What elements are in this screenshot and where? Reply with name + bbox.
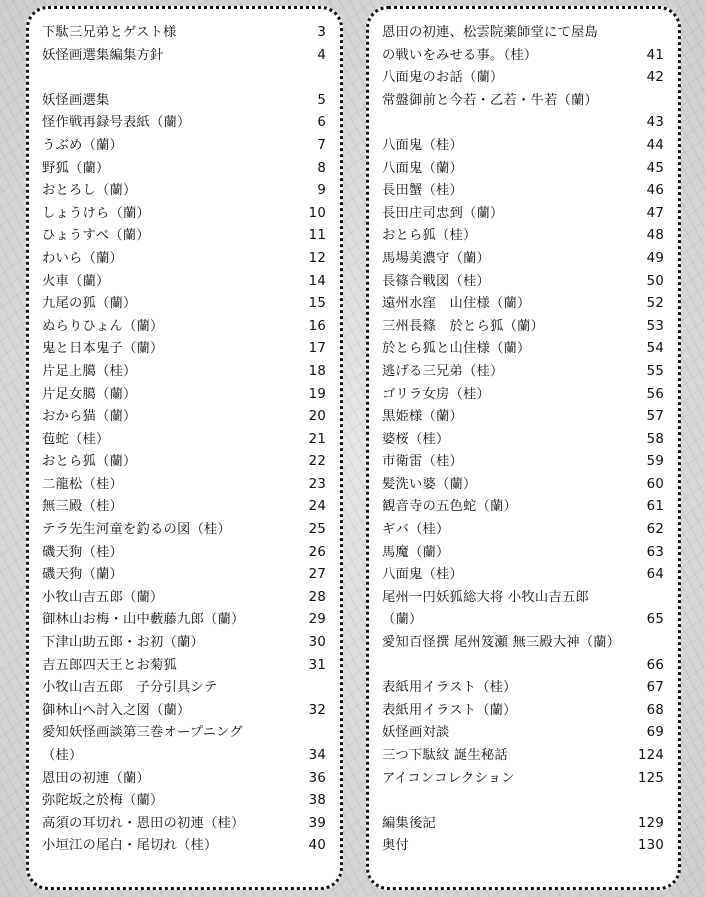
toc-entry-title: 八面鬼（桂） xyxy=(382,137,463,153)
toc-entry-title: 愛知妖怪画談第三巻オープニング xyxy=(42,725,243,741)
toc-entry-title: 尾州一円妖狐総大将 小牧山吉五郎 xyxy=(382,589,589,605)
toc-entry-title: 下津山助五郎・お初（蘭） xyxy=(42,635,204,651)
toc-entry-title: 市衛雷（桂） xyxy=(382,454,463,470)
toc-entry-title: わいら（蘭） xyxy=(42,250,123,266)
toc-entry xyxy=(382,180,664,203)
toc-entry xyxy=(42,135,326,158)
toc-entry xyxy=(42,429,326,452)
toc-entry xyxy=(42,474,326,497)
toc-entry-page: 68 xyxy=(646,702,664,718)
toc-entry-title: 怪作戦再録号表紙（蘭） xyxy=(42,115,191,131)
toc-entry-title: ひょうすべ（蘭） xyxy=(42,228,150,244)
toc-spacer xyxy=(42,67,326,90)
toc-entry xyxy=(42,406,326,429)
toc-entry-page: 40 xyxy=(308,838,326,854)
toc-entry xyxy=(42,90,326,113)
toc-entry-title: 八面鬼（蘭） xyxy=(382,160,463,176)
toc-entry-page: 7 xyxy=(317,137,326,153)
toc-entry-page: 60 xyxy=(646,476,664,492)
toc-entry-title-continued xyxy=(382,112,624,135)
toc-entry-title: 苞蛇（桂） xyxy=(42,431,110,447)
toc-entry xyxy=(382,745,664,768)
toc-entry-page: 39 xyxy=(308,815,326,831)
toc-entry-page: 47 xyxy=(646,205,664,221)
toc-entry-page: 21 xyxy=(308,431,326,447)
toc-entry-page: 4 xyxy=(317,47,326,63)
toc-entry xyxy=(42,564,326,587)
toc-entry-title: おから猫（蘭） xyxy=(42,409,137,425)
toc-entry xyxy=(382,451,664,474)
toc-entry-title-continued: （蘭） xyxy=(382,612,423,628)
toc-entry-page: 23 xyxy=(308,476,326,492)
toc-entry-page: 20 xyxy=(308,409,326,425)
toc-entry-title: 磯天狗（蘭） xyxy=(42,567,123,583)
toc-entry xyxy=(42,316,326,339)
toc-entry-page: 29 xyxy=(308,612,326,628)
toc-entry-page: 12 xyxy=(308,250,326,266)
toc-entry xyxy=(42,45,326,68)
toc-entry-title: 長田庄司忠到（蘭） xyxy=(382,205,504,221)
toc-entry-page: 61 xyxy=(646,499,664,515)
toc-entry-page: 52 xyxy=(646,296,664,312)
toc-entry-title: 火車（蘭） xyxy=(42,273,110,289)
toc-list-left xyxy=(42,22,326,858)
toc-entry-page: 53 xyxy=(646,318,664,334)
toc-entry xyxy=(42,248,326,271)
toc-entry xyxy=(382,564,664,587)
toc-entry-title: 小牧山吉五郎 子分引具シテ xyxy=(42,680,218,696)
toc-entry xyxy=(382,632,664,677)
toc-entry xyxy=(42,835,326,858)
toc-entry xyxy=(382,225,664,248)
toc-entry-page: 38 xyxy=(308,793,326,809)
toc-entry xyxy=(42,677,326,700)
toc-entry-page: 15 xyxy=(308,296,326,312)
toc-entry-page: 44 xyxy=(646,137,664,153)
toc-entry xyxy=(382,22,664,67)
toc-entry-page: 36 xyxy=(308,770,326,786)
toc-entry xyxy=(42,813,326,836)
toc-entry-title: 恩田の初連（蘭） xyxy=(42,770,150,786)
toc-entry xyxy=(42,768,326,791)
toc-entry-page: 50 xyxy=(646,273,664,289)
toc-entry xyxy=(382,406,664,429)
toc-entry-title: ゴリラ女房（桂） xyxy=(382,386,490,402)
toc-entry xyxy=(382,519,664,542)
toc-entry xyxy=(42,271,326,294)
toc-entry xyxy=(42,180,326,203)
toc-entry xyxy=(382,542,664,565)
toc-entry-title: 弥陀坂之於梅（蘭） xyxy=(42,793,164,809)
toc-entry-title: 鬼と日本鬼子（蘭） xyxy=(42,341,164,357)
toc-entry-page: 125 xyxy=(638,770,664,786)
toc-entry-page: 10 xyxy=(308,205,326,221)
toc-entry-page: 55 xyxy=(646,363,664,379)
toc-entry-page: 34 xyxy=(308,748,326,763)
toc-entry-page: 58 xyxy=(646,431,664,447)
toc-column-right xyxy=(366,6,681,890)
toc-entry xyxy=(42,293,326,316)
toc-entry xyxy=(42,655,326,678)
toc-entry-title: 長田蟹（桂） xyxy=(382,183,463,199)
toc-entry-title: おとろし（蘭） xyxy=(42,183,137,199)
toc-entry-title: 三つ下駄紋 誕生秘話 xyxy=(382,748,508,763)
toc-entry xyxy=(382,203,664,226)
toc-entry xyxy=(382,293,664,316)
toc-entry xyxy=(42,225,326,248)
toc-entry-title: 高須の耳切れ・恩田の初連（桂） xyxy=(42,815,245,831)
toc-entry-title: 妖怪画対談 xyxy=(382,725,450,741)
toc-entry xyxy=(382,474,664,497)
toc-entry xyxy=(382,67,664,90)
toc-entry xyxy=(382,248,664,271)
toc-entry xyxy=(42,22,326,45)
toc-entry-title: 妖怪画選集編集方針 xyxy=(42,47,164,63)
toc-entry-title: 野狐（蘭） xyxy=(42,160,110,176)
toc-entry-page: 42 xyxy=(646,70,664,86)
toc-entry-title: 九尾の狐（蘭） xyxy=(42,296,137,312)
toc-entry xyxy=(42,112,326,135)
toc-entry xyxy=(42,632,326,655)
toc-entry-page: 69 xyxy=(646,725,664,741)
toc-entry-title: 於とら狐と山住様（蘭） xyxy=(382,341,531,357)
toc-entry-title: 片足女臈（蘭） xyxy=(42,386,137,402)
toc-entry-page: 64 xyxy=(646,567,664,583)
toc-entry-title: 小牧山吉五郎（蘭） xyxy=(42,589,164,605)
toc-entry-page: 31 xyxy=(308,657,326,673)
toc-entry-page: 32 xyxy=(308,702,326,718)
toc-entry-title: 愛知百怪撰 尾州笈瀬 無三殿大神（蘭） xyxy=(382,635,621,651)
toc-entry-page: 25 xyxy=(308,522,326,538)
toc-entry-title: 編集後記 xyxy=(382,815,436,831)
toc-entry-page: 3 xyxy=(317,25,326,40)
toc-entry xyxy=(42,587,326,610)
toc-entry xyxy=(42,519,326,542)
toc-entry-title: 長篠合戦図（桂） xyxy=(382,273,490,289)
toc-entry-page: 59 xyxy=(646,454,664,470)
toc-entry-title: 遠州水窪 山住様（蘭） xyxy=(382,296,531,312)
toc-entry-page: 24 xyxy=(308,499,326,515)
toc-entry xyxy=(382,496,664,519)
toc-entry-page: 56 xyxy=(646,386,664,402)
toc-entry xyxy=(42,158,326,181)
toc-list-right xyxy=(382,22,664,858)
toc-entry-page: 9 xyxy=(317,183,326,199)
toc-entry-title: 無三殿（桂） xyxy=(42,499,123,515)
toc-entry-title-continued: （桂） xyxy=(42,748,83,763)
toc-entry-page: 130 xyxy=(638,838,664,854)
toc-entry-title: 御林山へ討入之図（蘭） xyxy=(42,702,191,718)
toc-entry-page: 28 xyxy=(308,589,326,605)
toc-entry-title: おとら狐（桂） xyxy=(382,228,477,244)
toc-entry-page: 129 xyxy=(638,815,664,831)
toc-entry-title: ギバ（桂） xyxy=(382,522,450,538)
toc-entry-title: テラ先生河童を釣るの図（桂） xyxy=(42,522,231,538)
toc-entry-page: 22 xyxy=(308,454,326,470)
toc-entry xyxy=(42,361,326,384)
toc-entry-page: 54 xyxy=(646,341,664,357)
toc-entry xyxy=(382,384,664,407)
toc-entry xyxy=(42,203,326,226)
toc-entry-page: 45 xyxy=(646,160,664,176)
toc-entry-page: 14 xyxy=(308,273,326,289)
toc-entry-page: 19 xyxy=(308,386,326,402)
toc-entry xyxy=(42,338,326,361)
toc-entry xyxy=(382,835,664,858)
toc-entry-title: 御林山お梅・山中藪藤九郎（蘭） xyxy=(42,612,245,628)
toc-entry-page: 30 xyxy=(308,635,326,651)
toc-entry xyxy=(382,158,664,181)
toc-spacer xyxy=(382,790,664,813)
toc-entry-title: 八面鬼のお話（蘭） xyxy=(382,70,504,86)
toc-entry-title: 奥付 xyxy=(382,838,409,854)
toc-entry xyxy=(382,429,664,452)
toc-entry-title-continued xyxy=(382,655,624,678)
toc-entry-title: 片足上臈（桂） xyxy=(42,363,137,379)
toc-entry-page: 27 xyxy=(308,567,326,583)
toc-entry xyxy=(382,677,664,700)
toc-entry-title: うぶめ（蘭） xyxy=(42,137,123,153)
toc-entry xyxy=(382,316,664,339)
toc-entry xyxy=(42,790,326,813)
toc-entry-page: 124 xyxy=(638,748,664,763)
toc-entry-title: 恩田の初連、松雲院薬師堂にて屋島 xyxy=(382,25,598,40)
toc-entry-title: ぬらりひょん（蘭） xyxy=(42,318,164,334)
toc-entry-title: 下駄三兄弟とゲスト様 xyxy=(42,25,177,40)
toc-entry-page: 48 xyxy=(646,228,664,244)
toc-entry xyxy=(382,768,664,791)
toc-entry-title: しょうけら（蘭） xyxy=(42,205,150,221)
toc-entry xyxy=(42,496,326,519)
toc-entry-page: 43 xyxy=(646,115,664,131)
toc-entry-title: 黒姫様（蘭） xyxy=(382,409,463,425)
toc-entry-page: 66 xyxy=(646,657,664,673)
toc-entry-title-continued: の戦いをみせる事。（桂） xyxy=(382,47,538,63)
toc-entry-page: 8 xyxy=(317,160,326,176)
toc-entry-title: おとら狐（蘭） xyxy=(42,454,137,470)
toc-entry-title: 逃げる三兄弟（桂） xyxy=(382,363,504,379)
toc-entry-page: 5 xyxy=(317,92,326,108)
toc-entry xyxy=(382,90,664,135)
toc-entry xyxy=(382,587,664,632)
toc-entry-page: 11 xyxy=(308,228,326,244)
toc-entry xyxy=(382,813,664,836)
toc-entry-title: 小垣江の尾白・尾切れ（桂） xyxy=(42,838,218,854)
toc-entry-page: 65 xyxy=(646,612,664,628)
toc-entry-title: 馬魔（蘭） xyxy=(382,544,450,560)
toc-entry-title: 表紙用イラスト（蘭） xyxy=(382,702,517,718)
toc-entry-page: 62 xyxy=(646,522,664,538)
toc-entry-page: 41 xyxy=(646,47,664,63)
toc-entry-title: 髪洗い婆（蘭） xyxy=(382,476,477,492)
toc-entry xyxy=(382,722,664,745)
toc-entry xyxy=(42,609,326,632)
toc-entry xyxy=(382,338,664,361)
toc-entry-page: 26 xyxy=(308,544,326,560)
toc-entry-page: 63 xyxy=(646,544,664,560)
toc-entry-title: 妖怪画選集 xyxy=(42,92,110,108)
toc-entry-title: 磯天狗（桂） xyxy=(42,544,123,560)
toc-entry-page: 18 xyxy=(308,363,326,379)
toc-entry xyxy=(382,135,664,158)
toc-entry-title: 表紙用イラスト（桂） xyxy=(382,680,517,696)
toc-entry-page: 67 xyxy=(646,680,664,696)
toc-entry xyxy=(42,700,326,723)
toc-entry-page: 17 xyxy=(308,341,326,357)
toc-entry xyxy=(382,700,664,723)
toc-entry xyxy=(42,722,326,767)
toc-entry-page: 49 xyxy=(646,250,664,266)
toc-entry-title: アイコンコレクション xyxy=(382,770,515,786)
toc-entry xyxy=(382,361,664,384)
toc-entry-title: 常盤御前と今若・乙若・牛若（蘭） xyxy=(382,92,598,108)
toc-entry-title: 馬場美濃守（蘭） xyxy=(382,250,490,266)
toc-entry xyxy=(382,271,664,294)
toc-entry-page: 16 xyxy=(308,318,326,334)
toc-entry-title: 八面鬼（桂） xyxy=(382,567,463,583)
toc-entry-page: 57 xyxy=(646,409,664,425)
toc-entry xyxy=(42,451,326,474)
toc-entry-title: 三州長篠 於とら狐（蘭） xyxy=(382,318,544,334)
toc-entry-page: 6 xyxy=(317,115,326,131)
toc-entry-title: 吉五郎四天王とお菊狐 xyxy=(42,657,177,673)
toc-entry-title: 二龍松（桂） xyxy=(42,476,123,492)
toc-entry-title: 婆桜（桂） xyxy=(382,431,450,447)
toc-entry-page: 46 xyxy=(646,183,664,199)
toc-column-left xyxy=(26,6,343,890)
toc-entry xyxy=(42,384,326,407)
toc-entry xyxy=(42,542,326,565)
toc-entry-title: 観音寺の五色蛇（蘭） xyxy=(382,499,517,515)
